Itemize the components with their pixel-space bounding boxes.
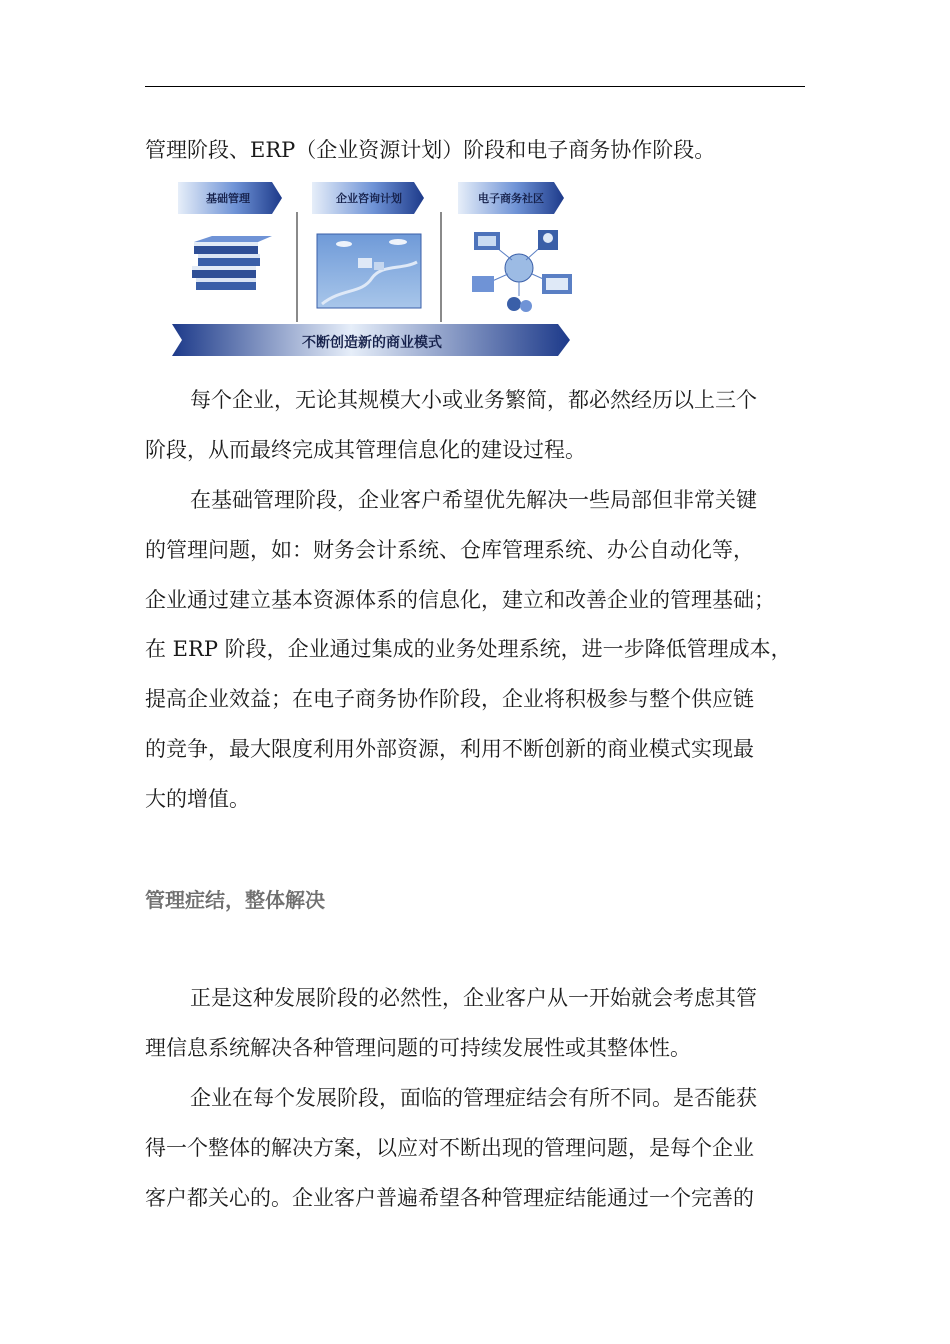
banner-label: 不断创造新的商业模式 xyxy=(302,335,442,351)
paragraph-line: 企业通过建立基本资源体系的信息化，建立和改善企业的管理基础； xyxy=(145,588,775,612)
paragraph-line: 在 ERP 阶段，企业通过集成的业务处理系统，进一步降低管理成本， xyxy=(145,637,792,661)
paragraph-line: 的管理问题，如：财务会计系统、仓库管理系统、办公自动化等， xyxy=(145,538,754,562)
paragraph-line: 阶段，从而最终完成其管理信息化的建设过程。 xyxy=(145,438,586,462)
section-line: 客户都关心的。企业客户普遍希望各种管理症结能通过一个完善的 xyxy=(145,1186,754,1210)
section-heading: 管理症结，整体解决 xyxy=(145,888,325,912)
paragraph-line: 在基础管理阶段，企业客户希望优先解决一些局部但非常关键 xyxy=(190,488,757,512)
stages-figure xyxy=(172,178,572,360)
stage-label-3: 电子商务社区 xyxy=(478,192,544,205)
section-line: 企业在每个发展阶段，面临的管理症结会有所不同。是否能获 xyxy=(190,1086,757,1110)
paragraph-line: 管理阶段、ERP（企业资源计划）阶段和电子商务协作阶段。 xyxy=(145,138,716,162)
landscape-icon xyxy=(317,234,421,308)
paragraph-line: 大的增值。 xyxy=(145,787,250,811)
header-rule xyxy=(145,86,805,87)
stage-label-2: 企业咨询计划 xyxy=(336,192,402,205)
section-line: 得一个整体的解决方案，以应对不断出现的管理问题，是每个企业 xyxy=(145,1136,754,1160)
section-line: 理信息系统解决各种管理问题的可持续发展性或其整体性。 xyxy=(145,1036,691,1060)
paragraph-line: 每个企业，无论其规模大小或业务繁简，都必然经历以上三个 xyxy=(190,388,757,412)
network-icon xyxy=(472,230,572,312)
paragraph-line: 提高企业效益；在电子商务协作阶段，企业将积极参与整个供应链 xyxy=(145,687,754,711)
section-line: 正是这种发展阶段的必然性，企业客户从一开始就会考虑其管 xyxy=(190,986,757,1010)
stage-label-1: 基础管理 xyxy=(206,192,250,205)
books-icon xyxy=(192,236,272,290)
paragraph-line: 的竞争，最大限度利用外部资源，利用不断创新的商业模式实现最 xyxy=(145,737,754,761)
